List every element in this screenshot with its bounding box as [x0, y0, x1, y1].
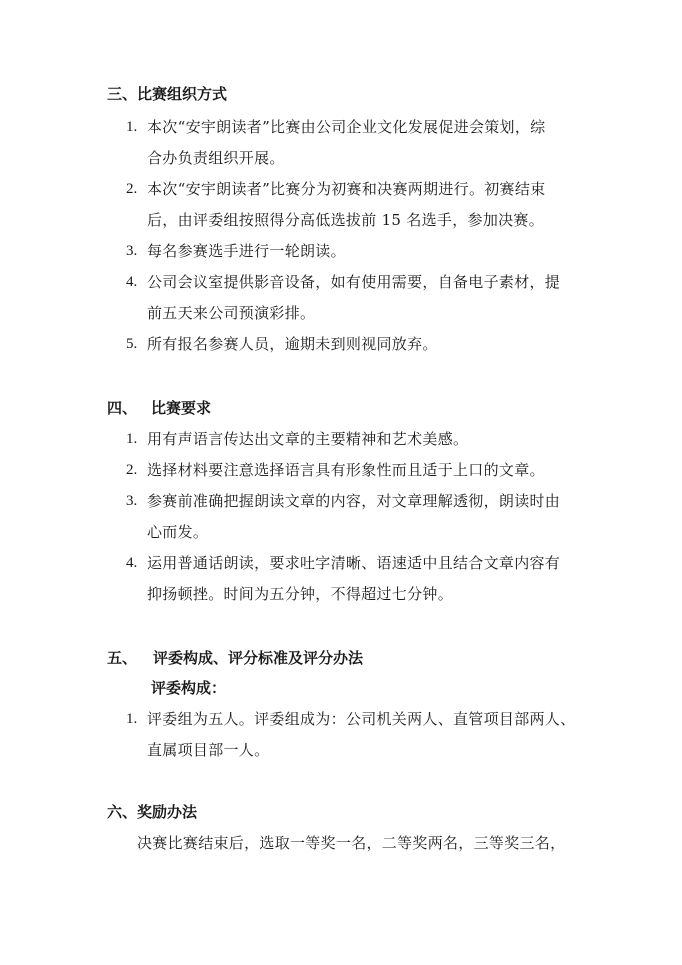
list-item-line: 心而发。: [147, 523, 209, 541]
list-marker: 1.: [126, 119, 138, 135]
list-item-line: 前五天来公司预演彩排。: [147, 304, 316, 322]
list-item-line: 合办负责组织开展。: [147, 149, 285, 167]
list-marker: 4.: [126, 274, 138, 290]
list-marker: 3.: [126, 243, 138, 259]
section-title: 评委构成、评分标准及评分办法: [153, 649, 364, 667]
list-item-line: 所有报名参赛人员，逾期未到则视同放弃。: [147, 335, 438, 353]
section-6-heading: 六、奖励办法: [107, 803, 198, 821]
list-item-line: 用有声语言传达出文章的主要精神和艺术美感。: [147, 430, 469, 448]
list-item-line: 后，由评委组按照得分高低选拔前 15 名选手，参加决赛。: [147, 211, 545, 229]
section-number: 五、: [107, 649, 138, 667]
list-marker: 2.: [126, 462, 138, 478]
list-item-line: 参赛前准确把握朗读文章的内容，对文章理解透彻，朗读时由: [147, 492, 561, 510]
list-item-line: 每名参赛选手进行一轮朗读。: [147, 242, 346, 260]
list-item-line: 公司会议室提供影音设备，如有使用需要，自备电子素材，提: [147, 273, 561, 291]
list-item-line: 抑扬顿挫。时间为五分钟，不得超过七分钟。: [147, 585, 454, 603]
list-item-line: 直属项目部一人。: [147, 741, 270, 759]
list-item-line: 运用普通话朗读，要求吐字清晰、语速适中且结合文章内容有: [147, 554, 561, 572]
subheading: 评委构成：: [151, 679, 227, 697]
list-marker: 1.: [126, 431, 138, 447]
list-marker: 1.: [126, 711, 138, 727]
paragraph-line: 决赛比赛结束后，选取一等奖一名，二等奖两名，三等奖三名，: [137, 834, 566, 852]
section-number: 四、: [107, 399, 138, 417]
list-item-line: 本次“安宇朗读者”比赛由公司企业文化发展促进会策划，综: [147, 118, 546, 136]
section-3-heading: 三、比赛组织方式: [107, 85, 228, 103]
list-item-line: 本次“安宇朗读者”比赛分为初赛和决赛两期进行。初赛结束: [147, 180, 546, 198]
section-4-heading: [107, 397, 211, 419]
list-item-line: 选择材料要注意选择语言具有形象性而且适于上口的文章。: [147, 461, 545, 479]
list-marker: 5.: [126, 336, 138, 352]
section-5-heading: [107, 647, 363, 669]
list-marker: 4.: [126, 555, 138, 571]
section-title: 比赛要求: [151, 399, 212, 417]
list-item-line: 评委组为五人。评委组成为：公司机关两人、直管项目部两人、: [147, 710, 576, 728]
list-marker: 2.: [126, 181, 138, 197]
list-marker: 3.: [126, 493, 138, 509]
